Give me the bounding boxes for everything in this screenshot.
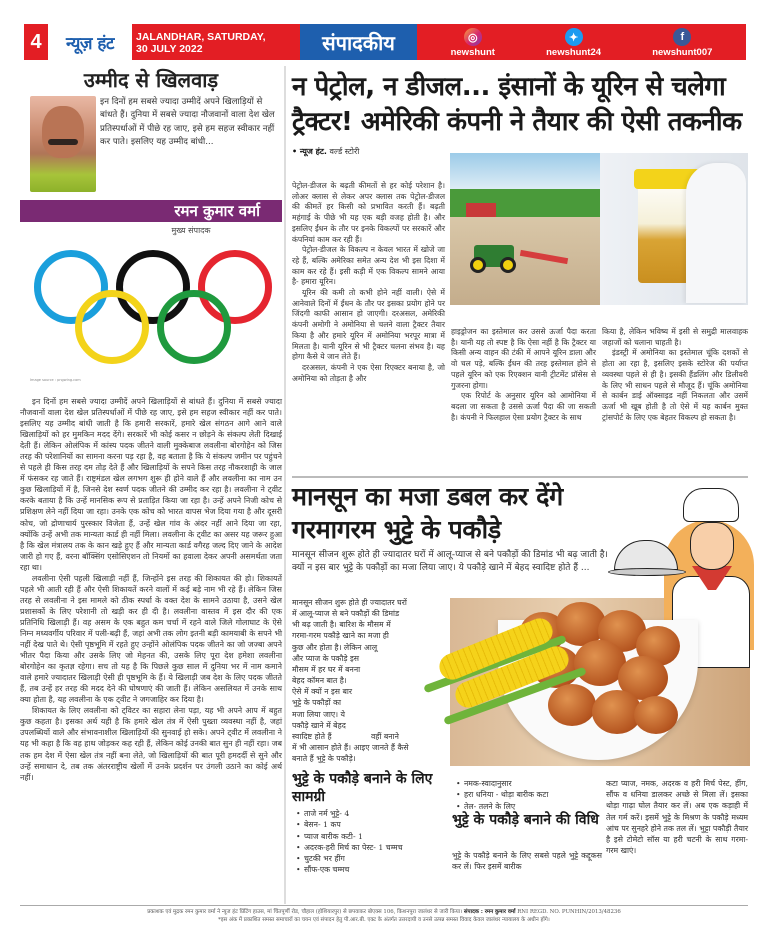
imprint-line-1 (20, 908, 748, 916)
intro-line: पकौड़े खाने में बेहद (292, 720, 346, 730)
intro-line: भुट्टे के पकौड़ों का (292, 698, 342, 708)
gloved-hand-icon (686, 163, 746, 303)
ingredient-item: • सौंफ-एक चम्मच (292, 864, 467, 875)
intro-line: भी बढ़ जाती है। बारिश के मौसम में (292, 620, 391, 630)
story-divider (292, 476, 748, 478)
ingredient-item: • ताजे नर्म भुट्टे- 4 (292, 808, 467, 819)
byline-desk: वर्ल्ड स्टोरी (329, 147, 360, 156)
ingredient-item: • हरा धनिया - थोड़ा बारीक कटा (452, 789, 602, 800)
story2-intro (292, 597, 409, 764)
story1-paragraph: एक रिपोर्ट के अनुसार यूरिन को आमोनिया में बदला जा सकता है उससे ऊर्जा पैदा की जा सकती है। कंपनी ने फिलहाल ऐसा प्रयोग ट्रैक्टर के साथ (451, 391, 596, 422)
editorial-paragraph: शिकायत के लिए लवलीना को ट्विटर का सहारा लेना पड़ा, यह भी अपने आप में बहुत कुछ कहता है। इसका अर्थ यही है कि हमारे खेल तंत्र में ऐसी पुख्ता व्यवस्था नहीं है, जहां उपलब्धियों वाले और संभावनाशील खिलाड़ियों की सुनवाई हो सके। अपने ट्वीट में लवलीना ने यह भी कहा है कि वह हाथ जोड़कर कह रही हैं, लेकिन कोई उनकी बात सुन ही नहीं रहा। जब तक हम देश में ऐसा खेल तंत्र नहीं बना लेते, जो खिलाड़ियों की बात पूरी हमदर्दी से सुने और उन्हें समाधान दे, तब तक अंतरराष्ट्रीय खेलों में उनके प्रदर्शन पर उंगली उठाने का कोई अर्थ नहीं। (20, 706, 282, 782)
story1-column-2 (451, 327, 596, 423)
method-text-col1: भुट्टे के पकौड़े बनाने के लिए सबसे पहले भुट्टे कद्दूकस कर लें। फिर इसमें बारीक (452, 851, 602, 872)
intro-line: और प्याज के पकौड़े इस (292, 653, 360, 663)
author-mustache (48, 139, 78, 145)
facebook-handle[interactable]: newshunt007 (652, 47, 713, 58)
intro-line: मजा लिया जाए। ये (292, 709, 346, 719)
dateline (132, 24, 300, 60)
ring-yellow-archery-icon (75, 290, 149, 364)
pakora-icon (634, 696, 678, 734)
olympic-rings-illustration (20, 244, 282, 394)
ingredients-list-continued (452, 778, 602, 812)
story1-headline: न पेट्रोल, न डीजल... इंसानों के यूरिन से चलेगा ट्रैक्टर! अमेरिकी कंपनी ने तैयार की ऐसी तकनीक (292, 72, 742, 137)
method-text-col2: कटा प्याज, नमक, अदरक व हरी मिर्च पेस्ट, हींग, सौंफ व धनिया डालकर अच्छे से मिला लें। इसका थोड़ा गाढ़ा घोल तैयार कर लें। अब एक कड़ाही में तेल गर्म करें। इसमें भुट्टे के मिश्रण के पकौड़े मध्यम आंच पर सुनहरे होने तक तल लें। भुट्टा पकौड़ी तैयार है इसे टोमेटो सॉस या हरी चटनी के साथ गरमा-गरम खाएं। (606, 779, 748, 856)
story2-headline-line1: मानसून का मजा डबल कर देंगे (292, 482, 563, 511)
instagram-handle[interactable]: newshunt (450, 47, 495, 58)
facebook-icon: f (673, 28, 691, 46)
imprint-rni: RNI REGD. NO. PUNHIN/2013/48236 (517, 909, 621, 915)
social-links (417, 24, 746, 60)
byline-source: • न्यूज हंट. (292, 147, 327, 156)
ring-green-highjump-icon (157, 290, 231, 364)
author-role: मुख्य संपादक (171, 226, 211, 235)
imprint-editor: संपादक : रमन कुमार वर्मा (463, 909, 516, 915)
method-title: भुट्टे के पकौड़े बनाने की विधि (452, 812, 599, 828)
story1-paragraph: पेट्रोल-डीजल के बढ़ती कीमतों से हर कोई परेशान है। लोअर क्लास से लेकर अपर क्लास तक पेट्रोल-डीजल की कीमतें हर किसी को प्रभावित करती हैं। बढ़ती महंगाई के पीछे भी यह एक बड़ी वजह होती है। और इसलिए ईंधन के तौर पर इनके विकल्पों पर सरकारें और कंपनियां काम कर रही हैं। (292, 181, 445, 244)
intro-line: बनाते हैं भुट्टे के पकौड़े। (292, 754, 356, 764)
masthead (24, 24, 746, 60)
tractor-wheel-icon (470, 257, 486, 273)
editorial-body (20, 396, 282, 783)
story1-column-3 (602, 327, 748, 423)
ingredients-list (292, 808, 467, 876)
story1-paragraph: दरअसल, कंपनी ने एक ऐसा रिएक्टर बनाया है, जो अमोनिया को तोड़ता है और (292, 362, 445, 383)
intro-line: स्वादिष्ट होते हैं वहीं बनाने (292, 731, 399, 741)
author-name: रमन कुमार वर्मा (174, 202, 260, 220)
instagram-icon: ◎ (464, 28, 482, 46)
brand-logo[interactable]: न्यूज़ हंट (48, 24, 132, 60)
story1-column-1 (292, 181, 445, 384)
ingredient-item: • तेल- तलने के लिए (452, 801, 602, 812)
intro-line: मौसम में हर घर में बनना (292, 664, 361, 674)
editorial-paragraph: इन दिनों हम सबसे ज्यादा उम्मीदें अपने खिलाड़ियों से बांधते हैं। दुनिया में सबसे ज्यादा नौजवानों वाला देश खेल प्रतिस्पर्धाओं में पीछे रह जाए, इसे हम सहज स्वीकार नहीं कर पाते। इसलिए यह उम्मीद बांधी जाती है कि हमारी सरकारें, हमारे खेल संगठन आगे आने वाले खिलाड़ियों को हर मुमकिन मदद देंगे। सरकारें भी कोई कसर न छोड़ने के संकल्प लेती दिखाई देती हैं। लेकिन ओलंपिक में कांस्य पदक जीतने वाली मुक्केबाज लवलीना बोरगोहेन को जिस तरह की परेशानियों का सामना करना पड़ रहा है, वह बताता है कि ये संकल्प जमीन पर पहुंचने से पहले ही किस तरह दम तोड़ देते हैं और खिलाड़ियों के सपने किस तरह नौकरशाही के जाल में फंसकर रह जाते हैं। राष्ट्रमंडल खेल लगभग शुरू ही होने वाले हैं और लवलीना का नाम उन कुछ खिलाड़ियों में है, जिनसे देश स्वर्ण पदक जीतने की उम्मीद कर रहा है। लवलीना ने ट्वीट करके बताया है कि उन्हें मानसिक रूप से प्रताड़ित किया जा रहा है। उन्हें अपने निजी कोच से प्रशिक्षण लेने नहीं दिया जा रहा। उनके एक कोच को भारत वापस भेज दिया गया है और दूसरी कोच, जो द्रोणाचार्य पुरस्कार विजेता हैं, उन्हें खेल गांव के अंदर नहीं आने दिया जा रहा, क्योंकि उन्हें अभी तक मान्यता कार्ड ही नहीं मिला। लवलीना के ट्वीट का असर यह जरूर हुआ है कि खेल मंत्रालय तक के कान खड़े हुए हैं और मान्यता कार्ड वगैरह जल्द दिए जाने के आदेश जारी हो गए हैं, वरना बॉक्सिंग एसोसिएशन तो नियमों का हवाला देकर अपनी असमर्थता जता रहा था। (20, 397, 283, 572)
intro-line: मानसून सीजन शुरू होते ही ज्यादातर घरों (292, 598, 407, 607)
story-urine-tractor (292, 70, 748, 157)
section-title: संपादकीय (300, 24, 417, 60)
ingredient-item: • नमक-स्वादानुसार (452, 778, 602, 789)
intro-line: कुछ और होता है। लेकिन आलू (292, 642, 378, 652)
story2-headline-line2: गरमागरम भुट्टे के पकौड़े (292, 515, 501, 544)
chef-face-icon (690, 522, 734, 570)
dateline-place-day: JALANDHAR, SATURDAY, (136, 31, 266, 43)
story1-paragraph: पेट्रोल-डीजल के विकल्प न केवल भारत में खोजे जा रहे हैं, बल्कि अमेरिका समेत अन्य देश भी इस दिशा में काम कर रहे हैं। इसी कड़ी में एक विकल्प सामने आया है- हमारा यूरिन। (292, 245, 445, 287)
author-photo (30, 96, 96, 192)
editorial-teaser: इन दिनों हम सबसे ज्यादा उम्मीदें अपने खिलाड़ियों से बांधते हैं। दुनिया में सबसे ज्यादा नौजवानों वाला देश खेल प्रतिस्पर्धाओं में पीछे रह जाए, इसे हम सहज स्वीकार नहीं कर पाते। इसलिए यह उम्मीद बांधी... (100, 97, 275, 147)
story1-paragraph: यूरिन की कमी तो कभी होने नहीं वाली। ऐसे में आनेवाले दिनों में ईंधन के तौर पर इसका प्रयोग होने पर जिंदगी काफी आसान हो जाएगी। दरअसल, अमेरिकी कंपनी अमोगी ने अमोनिया से चलने वाला ट्रैक्टर तैयार किया है और हमारे यूरिन में अमोनिया भरपूर मात्रा में मिलता है। यानी यूरिन से भी ट्रैक्टर चलना संभव है। यह होगा कैसे ये जान लेते हैं। (292, 288, 445, 362)
chef-hat-icon (683, 488, 739, 522)
social-instagram[interactable] (451, 28, 495, 58)
story1-paragraph: किया है, लेकिन भविष्य में इसी से समुद्री मालवाहक जहाजों को चलाना चाहती है। (602, 327, 748, 347)
story2-dek: मानसून सीजन शुरू होते ही ज्यादातर घरों में आलू-प्याज से बने पकौड़ों की डिमांड भी बढ़ जाती है। क्यों न इस बार भुट्टे के पकौड़ों का मजा लिया जाए। ये पकौड़े खाने में बेहद स्वादिष्ट होते हैं ... (292, 550, 608, 573)
twitter-handle[interactable]: newshunt24 (546, 47, 602, 58)
tractor-urine-photo (450, 153, 748, 305)
intro-line: गरमा-गरम पकौड़े खाने का मजा ही (292, 631, 389, 641)
social-twitter[interactable] (546, 28, 601, 58)
author-face (42, 106, 84, 158)
image-credit: Image source : pngwing.com (30, 378, 81, 382)
intro-line: में भी आसान होते हैं। आइए जानते हैं कैसे (292, 743, 409, 753)
twitter-icon: ✦ (565, 28, 583, 46)
ingredient-item: • अदरक-हरी मिर्च का पेस्ट- 1 चम्मच (292, 842, 467, 853)
imprint-line-2: *इस अंक में प्रकाशित समस्त समाचारों का चयन एवं संपादन हेतु पी.आर.बी. एक्ट के अंतर्गत उत्तरदायी व उनसे उत्पन्न समस्त विवाद केवल जालंधर न्यायालय के अधीन होंगे। (218, 917, 550, 923)
footer-divider (20, 905, 748, 906)
intro-line: ऐसे में क्यों न इस बार (292, 687, 353, 697)
photo-barn (466, 203, 496, 217)
column-divider (284, 66, 286, 904)
pakora-icon (548, 684, 596, 726)
editorial-paragraph: लवलीना ऐसी पहली खिलाड़ी नहीं हैं, जिन्होंने इस तरह की शिकायत की हो। शिकायतें पहले भी आती रही हैं और ऐसी शिकायतें करने वालों में कई बड़े नाम भी रहे हैं। लेकिन जिस तरह से लवलीना ने इस मामले को ठीक स्पर्धा के वक्त देश के सामने उठाया है, उसने खेल प्रशासकों के लिए परेशानी तो खड़ी कर ही दी है। लवलीना वास्तव में इस दौर की एक प्रतिनिधि खिलाड़ी हैं। वह असम के एक बहुत कम चर्चा में रहने वाले जिले गोलाघाट के ऐसे निम्न मध्यवर्गीय परिवार में पली-बढ़ी हैं, जहां अभी तक लोग इतनी बड़ी कामयाबी के सपने भी नहीं देख पाते थे। ऐसी पृष्ठभूमि में रहते हुए उन्होंने ओलंपिक पदक जीतने का जो जज्बा अपने भीतर पैदा किया और उसके लिए जो मेहनत की, उसके लिए पूरा देश हमेशा लवलीना बोरगोहेन का कृतज्ञ रहेगा। सच तो यह है कि पिछले कुछ साल में दुनिया भर में नाम कमाने वाले हमारे ज्यादातर खिलाड़ी ऐसी ही पृष्ठभूमि के हैं। ये खिलाड़ी जब देश के लिए पदक जीतते हैं, तब उन्हें हर तरह की मदद देने की घोषणाएं की जाती हैं। लेकिन असलियत में उनके साथ क्या होता है, यह लवलीना के एक ट्वीट ने जगजाहिर कर दिया है। (20, 573, 282, 705)
story1-paragraph: हाइड्रोजन का इस्तेमाल कर उससे ऊर्जा पैदा करता है। यानी यह तो स्पष्ट है कि ऐसा नहीं है कि ट्रैक्टर या किसी अन्य वाहन की टंकी में आपने यूरिन डाला और वो चल पड़े, बल्कि ईंधन की तरह इस्तेमाल होने से पहले यूरिन को एक रिएक्शन यानी ट्रीटमेंट प्रॉसेस से गुजरना होगा। (451, 327, 596, 390)
print-imprint (20, 908, 748, 924)
social-facebook[interactable] (652, 28, 712, 58)
intro-line: में आलू-प्याज से बने पकौड़ों की डिमांड (292, 609, 400, 619)
ingredient-item: • बेसन- 1 कप (292, 819, 467, 830)
imprint-publisher: प्रकाशक एवं मुद्रक रमन कुमार वर्मा ने न्यूज हंट प्रिंटिंग हाउस, मां चिंतपूर्णी रोड, चौहाल (होशियारपुर) से छपवाकर बोएक्स 106, किशनपुरा जालंधर से जारी किया। (147, 909, 463, 915)
page-number: 4 (24, 24, 48, 60)
serving-plate-icon (608, 568, 686, 576)
ingredient-item: • चुटकी भर हींग (292, 853, 467, 864)
editorial-column (20, 66, 282, 783)
ingredients-title: भुट्टे के पकौड़े बनाने के लिए सामग्री (292, 771, 433, 805)
editorial-title: उम्मीद से खिलवाड़ (83, 68, 219, 92)
ingredient-item: • प्याज बारीक कटी- 1 (292, 831, 467, 842)
dateline-date: 30 JULY 2022 (136, 43, 203, 55)
intro-line: बेहद कॉमन बात है। (292, 676, 347, 686)
editorial-intro (20, 92, 282, 222)
story1-paragraph: इंडस्ट्री में अमोनिया का इस्तेमाल चूंकि दशकों से होता आ रहा है, इसलिए इसके स्टोरेज की पर्याप्त व्यवस्था पहले से ही है। इसकी हैंडलिंग और डिलीवरी के लिए भी साधन पहले से मौजूद हैं। चूंकि अमोनिया से कार्बन डाई ऑक्साइड नहीं निकलता और उसमें ऊर्जा भी खूब होती है तो ऐसे में यह कार्बन मुक्त ट्रांसपोर्ट के लिए एक बेहतर विकल्प हो सकता है। (602, 348, 748, 422)
tractor-wheel-icon (500, 257, 516, 273)
